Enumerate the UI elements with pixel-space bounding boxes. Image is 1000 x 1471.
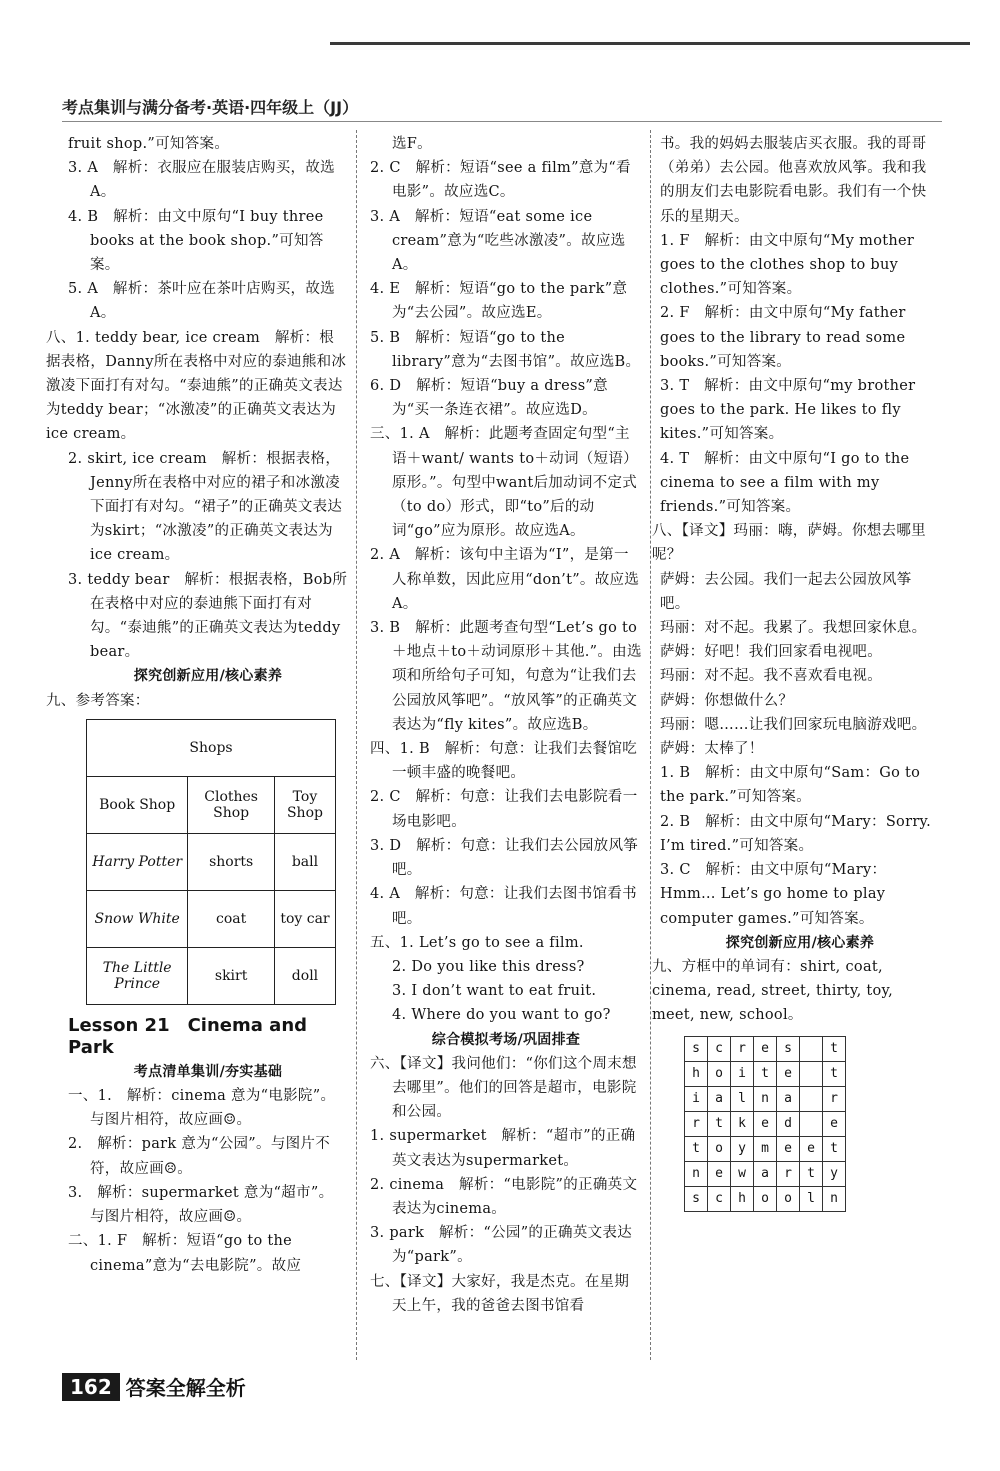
grid-cell xyxy=(800,1086,823,1111)
page-header: 考点集训与满分备考·英语·四年级上（JJ） xyxy=(62,95,942,122)
page-number: 162 xyxy=(62,1373,120,1401)
answer-item: 4. B 解析：由文中原句“I buy three books at the book shop.”可知答案。 xyxy=(68,208,324,274)
answer-item: 2. F 解析：由文中原句“My father goes to the library to read some books.”可知答案。 xyxy=(660,305,906,370)
grid-cell: r xyxy=(685,1111,708,1136)
grid-cell: r xyxy=(777,1161,800,1186)
answer-item: 4. Where do you want to go? xyxy=(392,1007,611,1024)
section-title: 考点清单集训/夯实基础 xyxy=(133,1063,283,1080)
answer-item: 3. B 解析：此题考查句型“Let’s go to＋地点＋to＋动词原形＋其他.”。由选项和所给句子可知，句意为“让我们去公园放风筝吧”。“放风筝”的正确英文表达为“fly kites”。故应选B。 xyxy=(370,620,642,733)
section-title: 探究创新应用/核心素养 xyxy=(133,668,283,685)
grid-cell: o xyxy=(708,1136,731,1161)
grid-cell: k xyxy=(731,1111,754,1136)
grid-cell: l xyxy=(800,1186,823,1211)
column-1 xyxy=(46,132,348,1278)
grid-cell: t xyxy=(685,1136,708,1161)
grid-cell: s xyxy=(777,1036,800,1061)
grid-cell: y xyxy=(731,1136,754,1161)
page-footer xyxy=(62,1372,246,1401)
grid-cell: a xyxy=(754,1161,777,1186)
table-cell: skirt xyxy=(188,947,275,1004)
table-cell: shorts xyxy=(188,833,275,890)
grid-cell: o xyxy=(777,1186,800,1211)
grid-cell xyxy=(800,1061,823,1086)
grid-cell: n xyxy=(685,1161,708,1186)
answer-item: 5. B 解析：短语“go to the library”意为“去图书馆”。故应选B。 xyxy=(370,329,641,370)
answer-item: 2. C 解析：句意：让我们去电影院看一场电影吧。 xyxy=(370,789,638,830)
word-search-grid xyxy=(684,1036,846,1212)
dialogue-line: 萨姆：去公园。我们一起去公园放风筝吧。 xyxy=(660,571,912,612)
answer-item: 八、【译文】玛丽：嗨，萨姆。你想去哪里呢？ xyxy=(652,523,926,564)
grid-cell: t xyxy=(708,1111,731,1136)
answer-item: 3. park 解析：“公园”的正确英文表达为“park”。 xyxy=(370,1225,633,1266)
dialogue-line: 萨姆：太棒了！ xyxy=(660,741,764,758)
grid-cell: e xyxy=(823,1111,846,1136)
answer-item: 5. A 解析：茶叶应在茶叶店购买，故选A。 xyxy=(68,281,335,322)
dialogue-line: 玛丽：对不起。我累了。我想回家休息。 xyxy=(660,620,927,637)
column-divider xyxy=(356,130,357,1360)
answer-item: 2. C 解析：短语“see a film”意为“看电影”。故应选C。 xyxy=(370,160,631,201)
table-cell: toy car xyxy=(274,890,335,947)
table-header: Clothes Shop xyxy=(188,776,275,833)
table-title: Shops xyxy=(87,719,336,776)
grid-cell: c xyxy=(708,1186,731,1211)
footer-label: 答案全解全析 xyxy=(125,1376,246,1400)
answer-item: 2. Do you like this dress? xyxy=(392,958,585,975)
shops-table xyxy=(86,719,336,1005)
grid-cell: e xyxy=(777,1061,800,1086)
answer-item: 七、【译文】大家好，我是杰克。在星期天上午，我的爸爸去图书馆看 xyxy=(370,1273,630,1314)
answer-item: 2. B 解析：由文中原句“Mary：Sorry. I’m tired.”可知答案。 xyxy=(660,813,932,854)
grid-cell: e xyxy=(777,1136,800,1161)
table-cell: Harry Potter xyxy=(87,833,188,890)
grid-cell: h xyxy=(731,1186,754,1211)
table-cell: Snow White xyxy=(87,890,188,947)
table-cell: ball xyxy=(274,833,335,890)
grid-cell: d xyxy=(777,1111,800,1136)
lesson-title: Lesson 21 Cinema and Park xyxy=(68,1014,308,1058)
column-3 xyxy=(652,132,940,1212)
column-2 xyxy=(370,132,642,1318)
answer-item: 四、1. B 解析：句意：让我们去餐馆吃一顿丰盛的晚餐吧。 xyxy=(370,741,638,782)
table-cell: doll xyxy=(274,947,335,1004)
grid-cell: n xyxy=(823,1186,846,1211)
answer-item: 1. F 解析：由文中原句“My mother goes to the clothes shop to buy clothes.”可知答案。 xyxy=(660,232,915,298)
grid-cell: h xyxy=(685,1061,708,1086)
grid-cell: o xyxy=(754,1186,777,1211)
answer-item: 4. T 解析：由文中原句“I go to the cinema to see a film with my friends.”可知答案。 xyxy=(660,450,910,516)
section-title: 探究创新应用/核心素养 xyxy=(725,934,875,951)
answer-item: 3. 解析：supermarket 意为“超市”。与图片相符，故应画☺。 xyxy=(68,1184,334,1226)
grid-cell: m xyxy=(754,1136,777,1161)
dialogue-line: 玛丽：嗯……让我们回家玩电脑游戏吧。 xyxy=(660,716,927,733)
answer-item: 1. B 解析：由文中原句“Sam：Go to the park.”可知答案。 xyxy=(660,765,921,806)
answer-item: 九、参考答案： xyxy=(46,692,150,709)
grid-cell: i xyxy=(731,1061,754,1086)
grid-cell: t xyxy=(823,1061,846,1086)
answer-item: 三、1. A 解析：此题考查固定句型“主语＋want/ wants to＋动词（短语）原形。”。句型中want后加动词不定式（to do）形式，即“to”后的动词“go”应为原形。故应选A。 xyxy=(370,426,638,540)
grid-cell: t xyxy=(823,1136,846,1161)
answer-item: 3. teddy bear 解析：根据表格，Bob所在表格中对应的泰迪熊下面打有对勾。“泰迪熊”的正确英文表达为teddy bear。 xyxy=(68,571,348,661)
answer-item: 八、1. teddy bear, ice cream 解析：根据表格，Danny所在表格中对应的泰迪熊和冰激凌下面打有对勾。“泰迪熊”的正确英文表达为teddy bear；“冰激凌”的正确英文表达为ice cream。 xyxy=(46,329,347,443)
grid-cell: e xyxy=(754,1111,777,1136)
grid-cell: i xyxy=(685,1086,708,1111)
dialogue-line: 玛丽：对不起。我不喜欢看电视。 xyxy=(660,668,882,685)
answer-item: 六、【译文】我问他们：“你们这个周末想去哪里”。他们的回答是超市，电影院和公园。 xyxy=(370,1055,637,1121)
table-header: Book Shop xyxy=(87,776,188,833)
answer-item: 4. A 解析：句意：让我们去图书馆看书吧。 xyxy=(370,886,637,927)
grid-cell: c xyxy=(708,1036,731,1061)
answer-item: 2. skirt, ice cream 解析：根据表格，Jenny所在表格中对应的裙子和冰激凌下面打有对勾。“裙子”的正确英文表达为skirt；“冰激凌”的正确英文表达为ice cream。 xyxy=(68,450,343,564)
table-header: Toy Shop xyxy=(274,776,335,833)
dialogue-line: 萨姆：好吧！我们回家看电视吧。 xyxy=(660,644,882,661)
grid-cell: a xyxy=(777,1086,800,1111)
grid-cell xyxy=(800,1111,823,1136)
grid-cell: t xyxy=(754,1061,777,1086)
grid-cell: r xyxy=(823,1086,846,1111)
grid-cell: n xyxy=(754,1086,777,1111)
grid-cell: e xyxy=(708,1161,731,1186)
answer-item: 五、1. Let’s go to see a film. xyxy=(370,934,584,951)
answer-item: 一、1. 解析：cinema 意为“电影院”。与图片相符，故应画☺。 xyxy=(68,1088,336,1129)
grid-cell xyxy=(800,1036,823,1061)
grid-cell: r xyxy=(731,1036,754,1061)
answer-item: 3. A 解析：短语“eat some ice cream”意为“吃些冰激凌”。故应选A。 xyxy=(370,208,626,274)
table-cell: The Little Prince xyxy=(87,947,188,1004)
answer-item: 九、方框中的单词有：shirt, coat, cinema, read, street, thirty, toy, meet, new, school。 xyxy=(652,958,894,1024)
grid-cell: l xyxy=(731,1086,754,1111)
answer-item: 2. cinema 解析：“电影院”的正确英文表达为cinema。 xyxy=(370,1176,638,1217)
answer-item: 3. T 解析：由文中原句“my brother goes to the park. He likes to fly kites.”可知答案。 xyxy=(660,378,916,443)
top-rule xyxy=(330,42,970,45)
grid-cell: e xyxy=(800,1136,823,1161)
grid-cell: t xyxy=(823,1036,846,1061)
grid-cell: a xyxy=(708,1086,731,1111)
answer-line: 选F。 xyxy=(392,136,432,152)
answer-item: 2. 解析：park 意为“公园”。与图片不符，故应画☹。 xyxy=(68,1136,331,1177)
grid-cell: o xyxy=(708,1061,731,1086)
answer-item: 4. E 解析：短语“go to the park”意为“去公园”。故应选E。 xyxy=(370,281,628,322)
answer-item: 3. I don’t want to eat fruit. xyxy=(392,983,597,1000)
answer-item: 6. D 解析：短语“buy a dress”意为“买一条连衣裙”。故应选D。 xyxy=(370,378,608,419)
answer-line: fruit shop.”可知答案。 xyxy=(68,136,230,152)
answer-item: 二、1. F 解析：短语“go to the cinema”意为“去电影院”。故应 xyxy=(68,1233,302,1274)
answer-item: 3. D 解析：句意：让我们去公园放风筝吧。 xyxy=(370,837,639,879)
dialogue-line: 萨姆：你想做什么？ xyxy=(660,692,794,709)
section-title: 综合模拟考场/巩固排查 xyxy=(431,1031,581,1048)
table-cell: coat xyxy=(188,890,275,947)
grid-cell: w xyxy=(731,1161,754,1186)
answer-item: 1. supermarket 解析：“超市”的正确英文表达为supermarket。 xyxy=(370,1128,636,1169)
grid-cell: s xyxy=(685,1186,708,1211)
answer-line: 书。我的妈妈去服装店买衣服。我的哥哥（弟弟）去公园。他喜欢放风筝。我和我的朋友们去电影院看电影。我们有一个快乐的星期天。 xyxy=(660,136,927,225)
column-divider xyxy=(650,130,651,1360)
grid-cell: e xyxy=(754,1036,777,1061)
answer-item: 2. A 解析：该句中主语为“I”，是第一人称单数，因此应用“don’t”。故应选A。 xyxy=(370,547,640,612)
grid-cell: t xyxy=(800,1161,823,1186)
grid-cell: y xyxy=(823,1161,846,1186)
answer-item: 3. C 解析：由文中原句“Mary：Hmm… Let’s go home to play computer games.”可知答案。 xyxy=(660,862,887,927)
answer-item: 3. A 解析：衣服应在服装店购买，故选A。 xyxy=(68,160,335,201)
grid-cell: s xyxy=(685,1036,708,1061)
